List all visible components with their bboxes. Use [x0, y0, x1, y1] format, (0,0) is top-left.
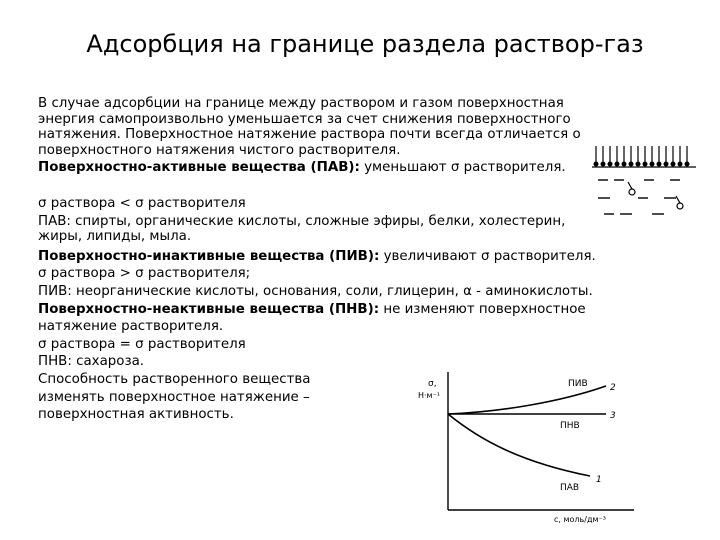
graph-axes — [448, 372, 634, 510]
piv-examples: ПИВ: неорганические кислоты, основания, соли, глицерин, α - аминокислоты. — [38, 283, 593, 299]
intro-line: В случае адсорбции на границе между раствором и газом поверхностная — [38, 96, 564, 111]
pnv-relation: σ раствора = σ растворителя — [38, 336, 246, 352]
piv-definition — [38, 249, 678, 265]
pnv-definition-cont: натяжение растворителя. — [38, 319, 224, 335]
slide-title: Адсорбция на границе раздела раствор-газ — [86, 30, 644, 58]
conclusion-line: изменять поверхностное натяжение – — [38, 389, 310, 405]
curve-number-pav: 1 — [596, 475, 602, 485]
pav-term: Поверхностно-активные вещества (ПАВ): — [38, 160, 360, 176]
curve-piv — [448, 386, 606, 414]
pav-definition — [38, 160, 678, 176]
intro-line: поверхностного натяжения чистого растворителя. — [38, 142, 401, 158]
curve-number-pnv: 3 — [610, 411, 616, 421]
pav-relation: σ раствора < σ растворителя — [38, 195, 246, 211]
curve-label-pav: ПАВ — [560, 483, 580, 493]
surface-tension-graph — [410, 352, 650, 524]
pnv-effect: не изменяют поверхностное — [379, 301, 586, 317]
conclusion-line: Способность растворенного вещества — [38, 371, 311, 387]
surface-adsorption-schematic — [592, 140, 698, 230]
conclusion-line: поверхностная активность. — [38, 407, 234, 423]
pav-effect: уменьшают σ растворителя. — [359, 160, 566, 176]
curve-number-piv: 2 — [610, 383, 616, 393]
graph-ylabel-unit: Н·м⁻¹ — [418, 391, 441, 400]
intro-line: натяжения. Поверхностное натяжение раствора почти всегда отличается о — [38, 127, 581, 143]
pav-examples-line: жиры, липиды, мыла. — [38, 229, 192, 245]
pnv-definition — [38, 302, 678, 318]
pnv-examples: ПНВ: сахароза. — [38, 354, 145, 370]
piv-effect: увеличивают σ растворителя. — [379, 248, 596, 264]
curve-label-piv: ПИВ — [568, 379, 588, 389]
pav-examples-line: ПАВ: спирты, органические кислоты, сложные эфиры, белки, холестерин, — [38, 213, 566, 229]
intro-line: энергия самопроизвольно уменьшается за счет снижения поверхностного — [38, 111, 571, 127]
graph-xlabel: c, моль/дм⁻³ — [554, 515, 606, 524]
piv-relation: σ раствора > σ растворителя; — [38, 266, 251, 282]
curve-label-pnv: ПНВ — [560, 421, 580, 431]
graph-ylabel: σ, — [428, 379, 437, 389]
pnv-term: Поверхностно-неактивные вещества (ПНВ): — [38, 301, 380, 317]
piv-term: Поверхностно-инактивные вещества (ПИВ): — [38, 248, 380, 264]
